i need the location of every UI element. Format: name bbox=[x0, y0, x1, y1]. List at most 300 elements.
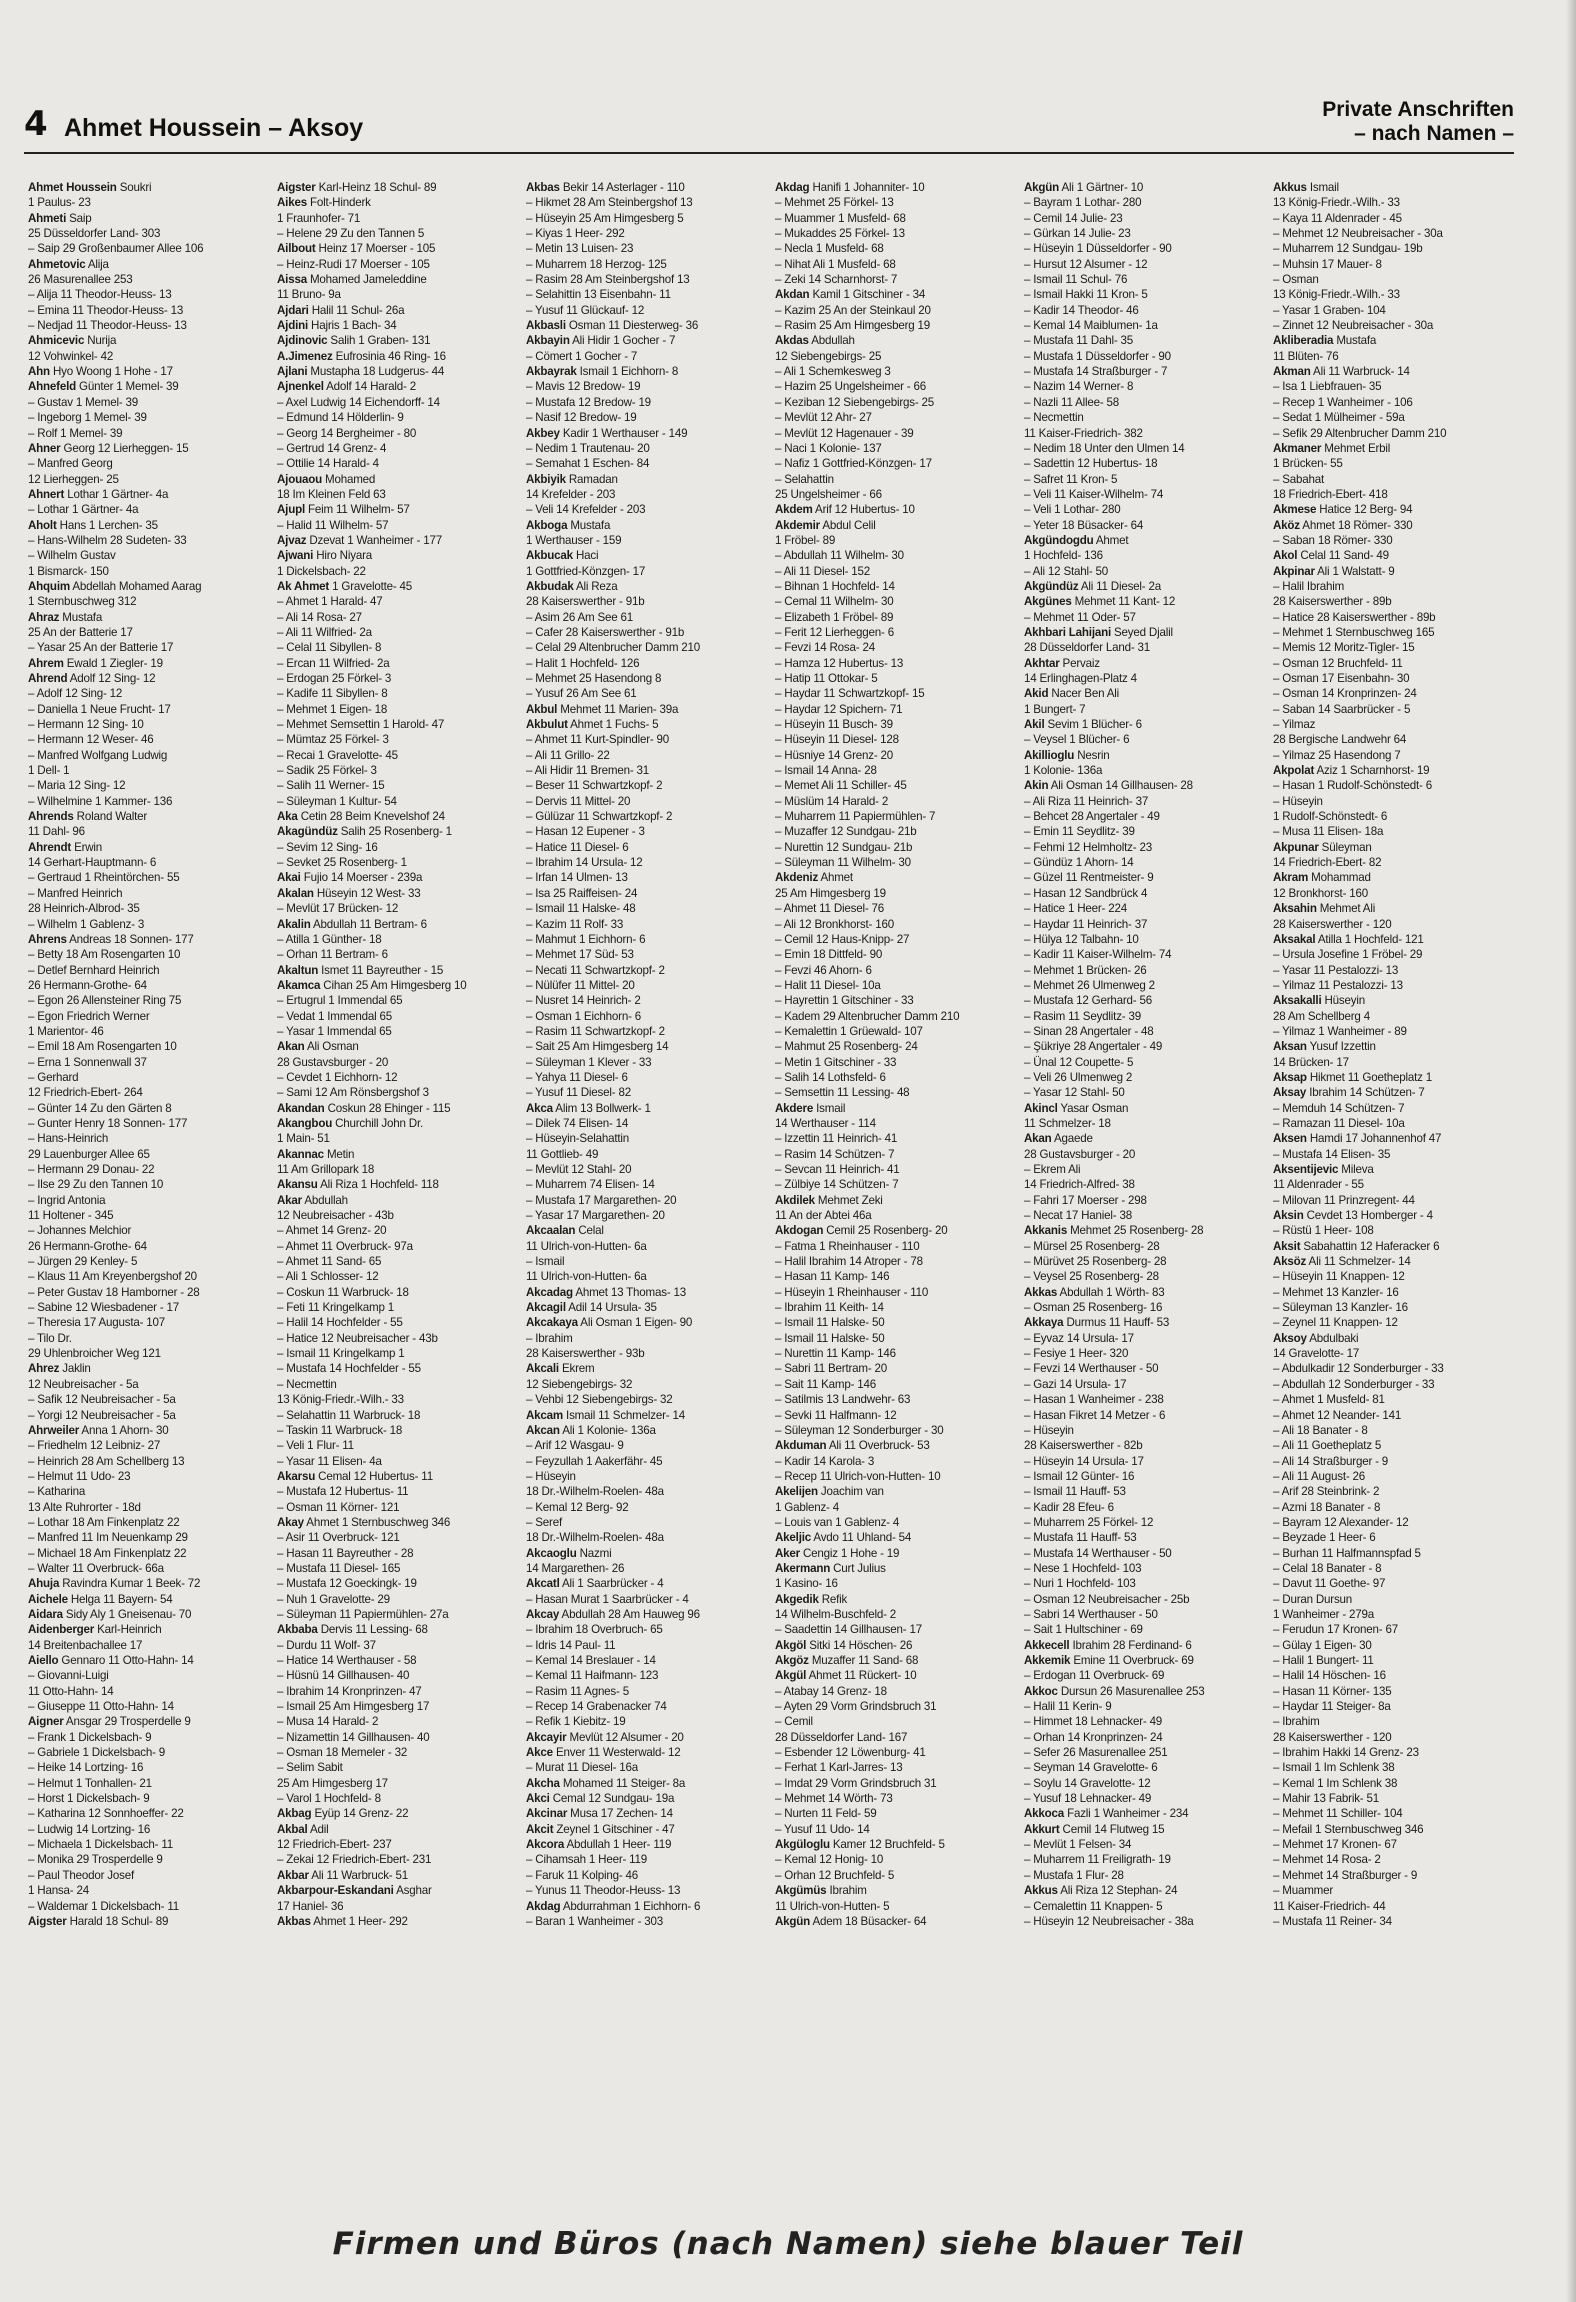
directory-entry: – Metin 13 Luisen- 23 bbox=[526, 242, 634, 256]
directory-entry: – Nese 1 Hochfeld- 103 bbox=[1024, 1561, 1142, 1575]
directory-entry: – Beyzade 1 Heer- 6 bbox=[1273, 1531, 1376, 1545]
directory-entry: – Mustafa 12 Goeckingk- 19 bbox=[277, 1577, 417, 1591]
directory-entry: Akgündogdu Ahmet bbox=[1024, 533, 1129, 547]
directory-entry: – Osman bbox=[1273, 273, 1319, 287]
directory-entry: – Feyzullah 1 Aakerfähr- 45 bbox=[526, 1454, 663, 1468]
directory-entry: – Heinz-Rudi 17 Moerser - 105 bbox=[277, 257, 430, 271]
directory-entry: – Ali 11 Wilfried- 2a bbox=[277, 625, 372, 639]
directory-entry: – Milovan 11 Prinzregent- 44 bbox=[1273, 1193, 1415, 1207]
section-label-line2: – nach Namen – bbox=[1354, 122, 1514, 145]
directory-entry: – Yasar 17 Margarethen- 20 bbox=[526, 1209, 665, 1223]
directory-entry: – Wilhelmine 1 Kammer- 136 bbox=[28, 794, 173, 808]
directory-entry: 18 Dr.-Wilhelm-Roelen- 48a bbox=[526, 1531, 664, 1545]
directory-entry: – Hasan Murat 1 Saarbrücker - 4 bbox=[526, 1592, 689, 1606]
directory-entry: – Hüseyin 11 Knappen- 12 bbox=[1273, 1270, 1405, 1284]
directory-entry: – Zinnet 12 Neubreisacher - 30a bbox=[1273, 319, 1434, 333]
directory-entry: Akmaner Mehmet Erbil bbox=[1273, 441, 1391, 455]
directory-entry: Ahnert Lothar 1 Gärtner- 4a bbox=[28, 487, 169, 501]
directory-entry: – Muharrem 25 Förkel- 12 bbox=[1024, 1515, 1154, 1529]
directory-entry: – Seref bbox=[526, 1515, 562, 1529]
directory-entry: – Imdat 29 Vorm Grindsbruch 31 bbox=[775, 1776, 937, 1790]
directory-entry: – Ismail 1 Im Schlenk 38 bbox=[1273, 1761, 1395, 1775]
directory-entry: – Katharina 12 Sonnhoeffer- 22 bbox=[28, 1807, 184, 1821]
directory-entry: – Manfred 11 Im Neuenkamp 29 bbox=[28, 1531, 188, 1545]
directory-entry: – Yasar 11 Pestalozzi- 13 bbox=[1273, 963, 1399, 977]
directory-entry: – Irfan 14 Ulmen- 13 bbox=[526, 871, 628, 885]
directory-entry: – Musa 14 Harald- 2 bbox=[277, 1715, 379, 1729]
directory-entry: – Emil 18 Am Rosengarten 10 bbox=[28, 1040, 177, 1054]
directory-entry: – Osman 12 Bruchfeld- 11 bbox=[1273, 656, 1403, 670]
directory-entry: – Cemil 14 Julie- 23 bbox=[1024, 211, 1123, 225]
directory-entry: Akci Cemal 12 Sundgau- 19a bbox=[526, 1792, 675, 1806]
directory-entry: Akbarpour-Eskandani Asghar bbox=[277, 1884, 432, 1898]
directory-entry: Akbiyik Ramadan bbox=[526, 472, 618, 486]
directory-entry: – Keziban 12 Siebengebirgs- 25 bbox=[775, 395, 935, 409]
directory-entry: Akdemir Abdul Celil bbox=[775, 518, 876, 532]
directory-entry: – Necla 1 Musfeld- 68 bbox=[775, 242, 884, 256]
directory-entry: – Burhan 11 Halfmannspfad 5 bbox=[1273, 1546, 1421, 1560]
directory-entry: 1 Gottfried-Könzgen- 17 bbox=[526, 564, 646, 578]
directory-entry: – Cemal 11 Wilhelm- 30 bbox=[775, 595, 894, 609]
directory-entry: 1 Werthauser - 159 bbox=[526, 533, 622, 547]
directory-entry: – Kazim 25 An der Steinkaul 20 bbox=[775, 303, 931, 317]
directory-entry: Aksen Hamdi 17 Johannenhof 47 bbox=[1273, 1132, 1442, 1146]
directory-entry: – Duran Dursun bbox=[1273, 1592, 1353, 1606]
directory-entry: Akbag Eyüp 14 Grenz- 22 bbox=[277, 1807, 409, 1821]
directory-entry: – Muammer bbox=[1273, 1884, 1334, 1898]
directory-entry: – Ayten 29 Vorm Grindsbruch 31 bbox=[775, 1700, 937, 1714]
directory-entry: – Abdulkadir 12 Sonderburger - 33 bbox=[1273, 1362, 1444, 1376]
directory-entry: – Orhan 11 Bertram- 6 bbox=[277, 948, 388, 962]
directory-entry: Akgedik Refik bbox=[775, 1592, 848, 1606]
directory-entry: – Mukaddes 25 Förkel- 13 bbox=[775, 227, 905, 241]
directory-entry: – Halil 14 Höschen- 16 bbox=[1273, 1669, 1386, 1683]
directory-entry: – Mahir 13 Fabrik- 51 bbox=[1273, 1792, 1379, 1806]
directory-entry: Akbey Kadir 1 Werthauser - 149 bbox=[526, 426, 688, 440]
directory-entry: Akhbari Lahijani Seyed Djalil bbox=[1024, 625, 1173, 639]
directory-entry: Ahrens Andreas 18 Sonnen- 177 bbox=[28, 932, 194, 946]
directory-entry: 25 Ungelsheimer - 66 bbox=[775, 487, 882, 501]
directory-entry: 14 Krefelder - 203 bbox=[526, 487, 616, 501]
directory-entry: – Feti 11 Kringelkamp 1 bbox=[277, 1301, 394, 1315]
directory-entry: 25 An der Batterie 17 bbox=[28, 625, 133, 639]
directory-entry: – Yasar 1 Graben- 104 bbox=[1273, 303, 1386, 317]
column-4 bbox=[775, 180, 1017, 2216]
directory-entry: – Hüseyin 11 Busch- 39 bbox=[775, 718, 893, 732]
directory-entry: – Zekai 12 Friedrich-Ebert- 231 bbox=[277, 1853, 432, 1867]
directory-entry: Aksentijevic Mileva bbox=[1273, 1163, 1374, 1176]
directory-entry: Akcan Ali 1 Kolonie- 136a bbox=[526, 1423, 656, 1437]
directory-entry: Akcatl Ali 1 Saarbrücker - 4 bbox=[526, 1577, 664, 1591]
directory-entry: Akram Mohammad bbox=[1273, 871, 1371, 885]
directory-entry: – Mevlüt 12 Hagenauer - 39 bbox=[775, 426, 914, 440]
directory-entry: Aksahin Mehmet Ali bbox=[1273, 902, 1376, 916]
directory-entry: 28 Gustavsburger - 20 bbox=[1024, 1147, 1136, 1161]
directory-entry: – Horst 1 Dickelsbach- 9 bbox=[28, 1792, 150, 1806]
directory-entry: – Sefer 26 Masurenallee 251 bbox=[1024, 1746, 1168, 1760]
directory-entry: 1 Bungert- 7 bbox=[1024, 702, 1086, 716]
directory-entry: – Recep 1 Wanheimer - 106 bbox=[1273, 395, 1413, 409]
directory-entry: – Faruk 11 Kolping- 46 bbox=[526, 1868, 639, 1882]
directory-entry: – Hüseyin 1 Rheinhauser - 110 bbox=[775, 1285, 929, 1299]
directory-entry: – Mustafa 14 Straßburger - 7 bbox=[1024, 365, 1168, 379]
directory-entry: – Ludwig 14 Lortzing- 16 bbox=[28, 1822, 151, 1836]
directory-entry: – Erdogan 11 Overbruck- 69 bbox=[1024, 1669, 1165, 1683]
directory-entry: Akandan Coskun 28 Ehinger - 115 bbox=[277, 1101, 451, 1115]
directory-entry: – Yilmaz bbox=[1273, 718, 1316, 732]
directory-entry: Akalan Hüseyin 12 West- 33 bbox=[277, 886, 421, 900]
directory-entry: – Rasim 14 Schützen- 7 bbox=[775, 1147, 895, 1161]
directory-entry: – Ali 1 Schlosser- 12 bbox=[277, 1270, 379, 1284]
directory-entry: – Zülbiye 14 Schützen- 7 bbox=[775, 1178, 899, 1192]
directory-entry: 11 An der Abtei 46a bbox=[775, 1209, 872, 1223]
directory-entry: – Egon 26 Allensteiner Ring 75 bbox=[28, 994, 182, 1008]
directory-entry: 14 Wilhelm-Buschfeld- 2 bbox=[775, 1607, 897, 1621]
directory-entry: 11 Ulrich-von-Hutten- 5 bbox=[775, 1899, 890, 1913]
directory-entry: Akangbou Churchill John Dr. bbox=[277, 1116, 423, 1130]
directory-entry: 1 Hochfeld- 136 bbox=[1024, 549, 1103, 563]
directory-entry: – Atabay 14 Grenz- 18 bbox=[775, 1684, 887, 1698]
directory-entry: Ahmicevic Nurija bbox=[28, 334, 117, 348]
directory-entry: 28 Düsseldorfer Land- 31 bbox=[1024, 641, 1151, 655]
directory-entry: Akdag Hanifi 1 Johanniter- 10 bbox=[775, 181, 925, 194]
directory-entry: – Nedim 18 Unter den Ulmen 14 bbox=[1024, 441, 1185, 455]
directory-entry: – Mehmet 17 Süd- 53 bbox=[526, 948, 634, 962]
directory-entry: 12 Friedrich-Ebert- 264 bbox=[28, 1086, 143, 1100]
directory-entry: Aksay Ibrahim 14 Schützen- 7 bbox=[1273, 1086, 1425, 1100]
directory-entry: – Bayram 1 Lothar- 280 bbox=[1024, 196, 1142, 210]
directory-entry: – Fevzi 14 Werthauser - 50 bbox=[1024, 1362, 1159, 1376]
directory-entry: – Ramazan 11 Diesel- 10a bbox=[1273, 1116, 1405, 1130]
directory-entry: Akbas Bekir 14 Asterlager - 110 bbox=[526, 181, 685, 194]
directory-entry: – Esbender 12 Löwenburg- 41 bbox=[775, 1746, 926, 1760]
directory-entry: – Necmettin bbox=[277, 1377, 337, 1391]
directory-entry: – Halil 11 Kerin- 9 bbox=[1024, 1700, 1112, 1714]
directory-entry: Akboga Mustafa bbox=[526, 518, 611, 532]
directory-entry: – Bayram 12 Alexander- 12 bbox=[1273, 1515, 1409, 1529]
directory-entry: 25 Düsseldorfer Land- 303 bbox=[28, 227, 161, 241]
directory-entry: – Nazli 11 Allee- 58 bbox=[1024, 395, 1120, 409]
directory-entry: – Süleyman 11 Papiermühlen- 27a bbox=[277, 1607, 449, 1621]
directory-entry: – Hikmet 28 Am Steinbergshof 13 bbox=[526, 196, 693, 210]
directory-entry: – Süleyman 1 Klever - 33 bbox=[526, 1055, 652, 1069]
directory-entry: Akdem Arif 12 Hubertus- 10 bbox=[775, 503, 915, 517]
directory-entry: – Gabriele 1 Dickelsbach- 9 bbox=[28, 1746, 166, 1760]
directory-entry: Aksakal Atilla 1 Hochfeld- 121 bbox=[1273, 932, 1424, 946]
directory-entry: – Recep 11 Ulrich-von-Hutten- 10 bbox=[775, 1469, 941, 1483]
directory-entry: – Yilmaz 25 Hasendong 7 bbox=[1273, 748, 1401, 762]
directory-entry: – Kemal 1 Im Schlenk 38 bbox=[1273, 1776, 1398, 1790]
directory-entry: – Ahmet 14 Grenz- 20 bbox=[277, 1224, 387, 1238]
directory-entry: – Helmut 11 Udo- 23 bbox=[28, 1469, 131, 1483]
directory-entry: 11 Otto-Hahn- 14 bbox=[28, 1684, 114, 1698]
directory-entry: Akincl Yasar Osman bbox=[1024, 1101, 1129, 1115]
directory-entry: – Yusuf 11 Udo- 14 bbox=[775, 1822, 870, 1836]
directory-entry: Akman Ali 11 Warbruck- 14 bbox=[1273, 365, 1410, 379]
directory-entry: 1 Paulus- 23 bbox=[28, 196, 91, 210]
directory-entry: – Mustafa 12 Hubertus- 11 bbox=[277, 1485, 409, 1499]
directory-entry: – Ibrahim 14 Ursula- 12 bbox=[526, 856, 643, 870]
directory-entry: – Waldemar 1 Dickelsbach- 11 bbox=[28, 1899, 179, 1913]
directory-entry: – Sefik 29 Altenbrucher Damm 210 bbox=[1273, 426, 1447, 440]
directory-entry: – Muzaffer 12 Sundgau- 21b bbox=[775, 825, 917, 839]
directory-entry: 12 Neubreisacher - 5a bbox=[28, 1377, 139, 1391]
directory-entry: – Selim Sabit bbox=[277, 1761, 343, 1775]
directory-entry: – Michael 18 Am Finkenplatz 22 bbox=[28, 1546, 187, 1560]
directory-entry: – Mustafa 14 Hochfelder - 55 bbox=[277, 1362, 421, 1376]
directory-entry: – Süleyman 12 Sonderburger - 30 bbox=[775, 1423, 944, 1437]
directory-entry: – Muammer 1 Musfeld- 68 bbox=[775, 211, 906, 225]
directory-entry: – Helmut 1 Tonhallen- 21 bbox=[28, 1776, 152, 1790]
directory-entry: Akan Agaede bbox=[1024, 1132, 1093, 1146]
directory-entry: – Nurettin 12 Sundgau- 21b bbox=[775, 840, 913, 854]
directory-entry: – Ibrahim bbox=[1273, 1715, 1320, 1729]
directory-entry: Akbucak Haci bbox=[526, 549, 599, 563]
directory-entry: Akbayin Ali Hidir 1 Gocher - 7 bbox=[526, 334, 676, 348]
directory-entry: 11 Bruno- 9a bbox=[277, 288, 341, 302]
directory-entry: – Necati 11 Schwartzkopf- 2 bbox=[526, 963, 665, 977]
directory-entry: – Yasar 11 Elisen- 4a bbox=[277, 1454, 382, 1468]
directory-entry: – Hermann 29 Donau- 22 bbox=[28, 1163, 155, 1176]
directory-entry: Aigster Karl-Heinz 18 Schul- 89 bbox=[277, 181, 437, 194]
directory-entry: – Hermann 12 Sing- 10 bbox=[28, 718, 144, 732]
directory-entry: Akin Ali Osman 14 Gillhausen- 28 bbox=[1024, 779, 1193, 793]
directory-entry: – Selahittin 13 Eisenbahn- 11 bbox=[526, 288, 671, 302]
directory-entry: 17 Haniel- 36 bbox=[277, 1899, 344, 1913]
directory-entry: – Mustafa 11 Dahl- 35 bbox=[1024, 334, 1134, 348]
directory-entry: Ajdini Hajris 1 Bach- 34 bbox=[277, 319, 397, 333]
directory-entry: – Ali 12 Bronkhorst- 160 bbox=[775, 917, 894, 931]
directory-entry: Akkus Ismail bbox=[1273, 181, 1339, 194]
directory-entry: – Orhan 12 Bruchfeld- 5 bbox=[775, 1868, 895, 1882]
directory-entry: 25 Am Himgesberg 17 bbox=[277, 1776, 388, 1790]
directory-entry: – Alija 11 Theodor-Heuss- 13 bbox=[28, 288, 172, 302]
directory-entry: Ajnenkel Adolf 14 Harald- 2 bbox=[277, 380, 416, 394]
directory-entry: 1 Dickelsbach- 22 bbox=[277, 564, 366, 578]
directory-entry: – Gürkan 14 Julie- 23 bbox=[1024, 227, 1131, 241]
directory-entry: – Hüseyin 12 Neubreisacher - 38a bbox=[1024, 1914, 1194, 1928]
directory-entry: Aksakalli Hüseyin bbox=[1273, 994, 1365, 1008]
directory-entry: – Ismail 11 Halske- 50 bbox=[775, 1331, 885, 1345]
directory-entry: – Gazi 14 Ursula- 17 bbox=[1024, 1377, 1127, 1391]
directory-entry: – Ismail 11 Hauff- 53 bbox=[1024, 1485, 1126, 1499]
directory-entry: – Mustafa 11 Hauff- 53 bbox=[1024, 1531, 1137, 1545]
directory-entry: – Isa 1 Liebfrauen- 35 bbox=[1273, 380, 1382, 394]
directory-entry: – Ahmet 1 Harald- 47 bbox=[277, 595, 383, 609]
directory-entry: Ahrem Ewald 1 Ziegler- 19 bbox=[28, 656, 163, 670]
directory-entry: – Sedat 1 Mülheimer - 59a bbox=[1273, 411, 1405, 425]
directory-entry: – Beser 11 Schwartzkopf- 2 bbox=[526, 779, 663, 793]
directory-entry: – Peter Gustav 18 Hamborner - 28 bbox=[28, 1285, 200, 1299]
directory-entry: – Gündüz 1 Ahorn- 14 bbox=[1024, 856, 1134, 870]
directory-entry: – Hans-Wilhelm 28 Sudeten- 33 bbox=[28, 533, 187, 547]
directory-entry: – Maria 12 Sing- 12 bbox=[28, 779, 126, 793]
directory-entry: 26 Masurenallee 253 bbox=[28, 273, 133, 287]
directory-entry: – Yasar 25 An der Batterie 17 bbox=[28, 641, 174, 655]
directory-entry: 11 Aldenrader - 55 bbox=[1273, 1178, 1364, 1192]
directory-entry: – Hatice 12 Neubreisacher - 43b bbox=[277, 1331, 438, 1345]
directory-entry: Aksöz Ali 11 Schmelzer- 14 bbox=[1273, 1255, 1411, 1269]
directory-entry: – Hans-Heinrich bbox=[28, 1132, 109, 1146]
directory-entry: – Vehbi 12 Siebengebirgs- 32 bbox=[526, 1393, 673, 1407]
directory-entry: – Ahmet 11 Diesel- 76 bbox=[775, 902, 885, 916]
directory-entry: – Mehmet 14 Straßburger - 9 bbox=[1273, 1868, 1418, 1882]
directory-entry: – Kazim 11 Rolf- 33 bbox=[526, 917, 624, 931]
directory-entry: – Vedat 1 Immendal 65 bbox=[277, 1009, 393, 1023]
directory-entry: – Celal 11 Sibyllen- 8 bbox=[277, 641, 382, 655]
directory-entry: – Hasan 11 Kamp- 146 bbox=[775, 1270, 890, 1284]
directory-entry: – Halil Ibrahim 14 Atroper - 78 bbox=[775, 1255, 923, 1269]
directory-entry: – Kadir 14 Theodor- 46 bbox=[1024, 303, 1139, 317]
directory-entry: Akkaya Durmus 11 Hauff- 53 bbox=[1024, 1316, 1170, 1330]
directory-entry: Akpolat Aziz 1 Scharnhorst- 19 bbox=[1273, 764, 1430, 778]
directory-entry: – Veli 11 Kaiser-Wilhelm- 74 bbox=[1024, 487, 1164, 501]
directory-entry: – Mehmet 1 Sternbuschweg 165 bbox=[1273, 625, 1435, 639]
directory-entry: Ahrendt Erwin bbox=[28, 840, 103, 854]
directory-entry: Ahrweiler Anna 1 Ahorn- 30 bbox=[28, 1423, 169, 1437]
directory-entry: – Ottilie 14 Harald- 4 bbox=[277, 457, 379, 471]
directory-entry: – Musa 11 Elisen- 18a bbox=[1273, 825, 1384, 839]
directory-entry: 12 Vohwinkel- 42 bbox=[28, 349, 114, 363]
directory-entry: – Yorgi 12 Neubreisacher - 5a bbox=[28, 1408, 176, 1422]
directory-entry: Ailbout Heinz 17 Moerser - 105 bbox=[277, 242, 436, 256]
directory-entry: Akbayrak Ismail 1 Eichhorn- 8 bbox=[526, 365, 679, 379]
directory-entry: – Şükriye 28 Angertaler - 49 bbox=[1024, 1040, 1163, 1054]
directory-entry: – Betty 18 Am Rosengarten 10 bbox=[28, 948, 181, 962]
directory-entry: Akcora Abdullah 1 Heer- 119 bbox=[526, 1838, 672, 1852]
directory-entry: – Hüseyin 1 Düsseldorfer - 90 bbox=[1024, 242, 1172, 256]
directory-entry: Aiello Gennaro 11 Otto-Hahn- 14 bbox=[28, 1654, 194, 1667]
directory-entry: – Halil Ibrahim bbox=[1273, 579, 1345, 593]
directory-entry: – Edmund 14 Hölderlin- 9 bbox=[277, 411, 404, 425]
column-2 bbox=[277, 180, 519, 2216]
directory-entry: – Sait 25 Am Himgesberg 14 bbox=[526, 1040, 669, 1054]
directory-entry: Akcakaya Ali Osman 1 Eigen- 90 bbox=[526, 1316, 693, 1330]
directory-entry: Aksoy Abdulbaki bbox=[1273, 1331, 1359, 1345]
directory-entry: Akbal Adil bbox=[277, 1822, 329, 1836]
directory-entry: – Manfred Heinrich bbox=[28, 886, 123, 900]
directory-entry: – Saadettin 14 Gillhausen- 17 bbox=[775, 1623, 922, 1637]
directory-entry: Akmese Hatice 12 Berg- 94 bbox=[1273, 503, 1413, 517]
directory-entry: – Abdullah 12 Sonderburger - 33 bbox=[1273, 1377, 1435, 1391]
directory-entry: – Süleyman 11 Wilhelm- 30 bbox=[775, 856, 911, 870]
directory-entry: – Mahmut 25 Rosenberg- 24 bbox=[775, 1040, 918, 1054]
directory-entry: – Ismail 11 Kringelkamp 1 bbox=[277, 1347, 405, 1361]
directory-entry: Akliberadia Mustafa bbox=[1273, 334, 1377, 348]
directory-entry: – Hüsniye 14 Grenz- 20 bbox=[775, 748, 894, 762]
directory-entry: – Sevki 11 Halfmann- 12 bbox=[775, 1408, 897, 1422]
directory-entry: – Güzel 11 Rentmeister- 9 bbox=[1024, 871, 1154, 885]
directory-entry: Akcadag Ahmet 13 Thomas- 13 bbox=[526, 1285, 687, 1299]
directory-entry: 14 Breitenbachallee 17 bbox=[28, 1638, 143, 1652]
directory-entry: – Hasan 12 Eupener - 3 bbox=[526, 825, 645, 839]
directory-entry: Akcaalan Celal bbox=[526, 1224, 604, 1238]
directory-entry: – Veysel 25 Rosenberg- 28 bbox=[1024, 1270, 1159, 1284]
directory-entry: – Fevzi 14 Rosa- 24 bbox=[775, 641, 875, 655]
directory-entry: – Hülya 12 Talbahn- 10 bbox=[1024, 932, 1139, 946]
directory-entry: – Idris 14 Paul- 11 bbox=[526, 1638, 616, 1652]
directory-entry: – Ismail 11 Halske- 50 bbox=[775, 1316, 885, 1330]
directory-entry: – Sabri 11 Bertram- 20 bbox=[775, 1362, 888, 1376]
directory-entry: Akay Ahmet 1 Sternbuschweg 346 bbox=[277, 1515, 451, 1529]
directory-entry: Akgünes Mehmet 11 Kant- 12 bbox=[1024, 595, 1176, 609]
directory-entry: – Monika 29 Trosperdelle 9 bbox=[28, 1853, 163, 1867]
directory-entry: – Mehmet 26 Ulmenweg 2 bbox=[1024, 978, 1155, 992]
directory-entry: – Osman 11 Körner- 121 bbox=[277, 1500, 400, 1514]
directory-entry: – Arif 12 Wasgau- 9 bbox=[526, 1439, 624, 1453]
directory-entry: – Mürüvet 25 Rosenberg- 28 bbox=[1024, 1255, 1167, 1269]
directory-entry: 28 Kaiserswerther - 120 bbox=[1273, 1730, 1392, 1744]
section-label bbox=[1322, 98, 1514, 146]
directory-entry: – Osman 14 Kronprinzen- 24 bbox=[1273, 687, 1417, 701]
directory-entry: – Ferhat 1 Karl-Jarres- 13 bbox=[775, 1761, 903, 1775]
directory-entry: 1 Kolonie- 136a bbox=[1024, 764, 1103, 778]
directory-entry: – Axel Ludwig 14 Eichendorff- 14 bbox=[277, 395, 440, 409]
directory-entry: A.Jimenez Eufrosinia 46 Ring- 16 bbox=[277, 349, 446, 363]
directory-entry: 1 Fröbel- 89 bbox=[775, 533, 836, 547]
directory-entry: 11 Schmelzer- 18 bbox=[1024, 1116, 1111, 1130]
directory-entry: 13 König-Friedr.-Wilh.- 33 bbox=[1273, 288, 1400, 302]
directory-entry: – Mustafa 14 Werthauser - 50 bbox=[1024, 1546, 1172, 1560]
directory-entry: – Hüseyin 25 Am Himgesberg 5 bbox=[526, 211, 684, 225]
directory-entry: Ahmeti Saip bbox=[28, 211, 92, 225]
directory-entry: – Refik 1 Kiebitz- 19 bbox=[526, 1715, 626, 1729]
directory-entry: – Kemalettin 1 Grüewald- 107 bbox=[775, 1024, 923, 1038]
directory-entry: – Rasim 25 Am Himgesberg 19 bbox=[775, 319, 931, 333]
directory-entry: Akcayir Mevlüt 12 Alsumer - 20 bbox=[526, 1730, 684, 1744]
directory-entry: – Davut 11 Goethe- 97 bbox=[1273, 1577, 1386, 1591]
directory-entry: – Necat 17 Haniel- 38 bbox=[1024, 1209, 1132, 1223]
directory-entry: – Sabine 12 Wiesbadener - 17 bbox=[28, 1301, 180, 1315]
directory-entry: – Sait 1 Hultschiner - 69 bbox=[1024, 1623, 1143, 1637]
directory-entry: – Yeter 18 Büsacker- 64 bbox=[1024, 518, 1144, 532]
directory-entry: – Ahmet 1 Musfeld- 81 bbox=[1273, 1393, 1385, 1407]
directory-entry: – Ercan 11 Wilfried- 2a bbox=[277, 656, 390, 670]
directory-entry: – Cömert 1 Gocher - 7 bbox=[526, 349, 638, 363]
directory-entry: – Zeki 14 Scharnhorst- 7 bbox=[775, 273, 898, 287]
directory-entry: – Yunus 11 Theodor-Heuss- 13 bbox=[526, 1884, 681, 1898]
directory-entry: – Yasar 1 Immendal 65 bbox=[277, 1024, 392, 1038]
directory-entry: – Cemil 12 Haus-Knipp- 27 bbox=[775, 932, 910, 946]
directory-entry: – Kemal 14 Maiblumen- 1a bbox=[1024, 319, 1158, 333]
directory-entry: 11 Gottlieb- 49 bbox=[526, 1147, 599, 1161]
directory-entry: Akgöl Sitki 14 Höschen- 26 bbox=[775, 1638, 913, 1652]
directory-entry: – Sinan 28 Angertaler - 48 bbox=[1024, 1024, 1154, 1038]
directory-entry: – Nurten 11 Feld- 59 bbox=[775, 1807, 877, 1821]
directory-entry: Akkurt Cemil 14 Flutweg 15 bbox=[1024, 1822, 1165, 1836]
directory-entry: – Safret 11 Kron- 5 bbox=[1024, 472, 1118, 486]
directory-entry: – Ali 1 Schemkesweg 3 bbox=[775, 365, 891, 379]
directory-entry: – Salih 11 Werner- 15 bbox=[277, 779, 385, 793]
directory-entry: Ajdinovic Salih 1 Graben- 131 bbox=[277, 334, 431, 348]
directory-entry: Akarsu Cemal 12 Hubertus- 11 bbox=[277, 1469, 433, 1483]
directory-entry: – Mehmet Semsettin 1 Harold- 47 bbox=[277, 718, 445, 732]
page-number: 4 bbox=[24, 104, 48, 144]
directory-entry: 12 Siebengebirgs- 32 bbox=[526, 1377, 633, 1391]
directory-entry: 18 Dr.-Wilhelm-Roelen- 48a bbox=[526, 1485, 664, 1499]
directory-entry: Ahquim Abdellah Mohamed Aarag bbox=[28, 579, 202, 593]
directory-entry: – Celal 29 Altenbrucher Damm 210 bbox=[526, 641, 701, 655]
directory-entry: 11 Kaiser-Friedrich- 382 bbox=[1024, 426, 1143, 440]
directory-entry: – Baran 1 Wanheimer - 303 bbox=[526, 1914, 663, 1928]
directory-entry: – Haydar 11 Steiger- 8a bbox=[1273, 1700, 1391, 1714]
directory-entry: 1 Main- 51 bbox=[277, 1132, 330, 1146]
directory-entry: 28 Am Schellberg 4 bbox=[1273, 1009, 1370, 1023]
directory-entry: – Mehmet 1 Eigen- 18 bbox=[277, 702, 388, 716]
directory-entry: – Hazim 25 Ungelsheimer - 66 bbox=[775, 380, 926, 394]
directory-entry: – Mevlüt 12 Ahr- 27 bbox=[775, 411, 872, 425]
directory-entry: – Osman 12 Neubreisacher - 25b bbox=[1024, 1592, 1190, 1606]
